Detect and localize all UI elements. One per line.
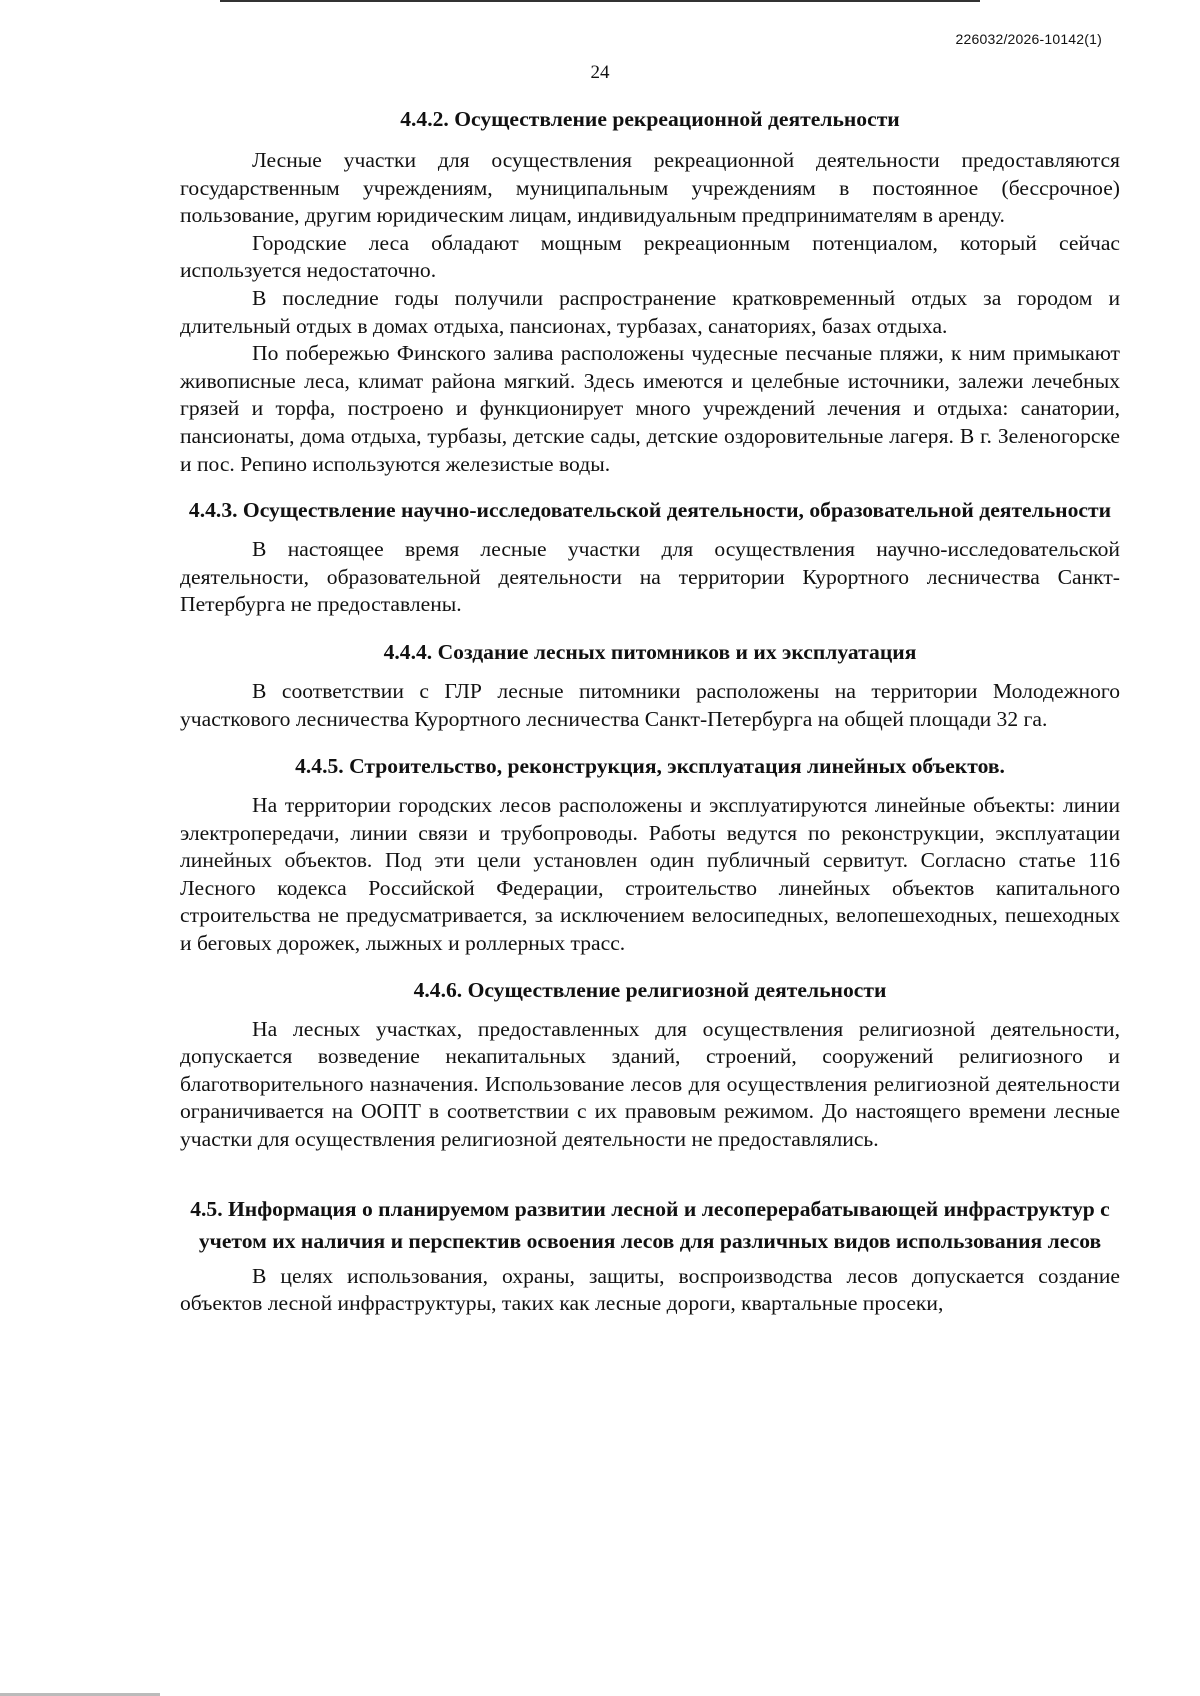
page-number: 24 (590, 62, 610, 83)
section-heading: 4.4.4. Создание лесных питомников и их эксплуатация (383, 639, 917, 664)
paragraph: На лесных участках, предоставленных для осуществления религиозной деятельности, допускается возведение некапитальных зданий, строений, сооружений религиозного и благотворительного назначения. Использование лесов для осуществления религиозной деятельности ограничивается на ООПТ в соответствии с их правовым режимом. До настоящего времени лесные участки для осуществления религиозной деятельности не предоставлялись. (180, 1016, 1120, 1152)
section-heading: 4.5. Информация о планируемом развитии лесной и лесоперерабатывающей инфраструктур с учетом их наличия и перспектив освоения лесов для различных видов использования лесов (190, 1196, 1110, 1253)
paragraph: В соответствии с ГЛР лесные питомники расположены на территории Молодежного участкового лесничества Курортного лесничества Санкт-Петербурга на общей площади 32 га. (180, 678, 1120, 731)
section-4-5 (180, 1193, 1120, 1318)
section-4-4-5 (180, 751, 1120, 958)
document-id: 226032/2026-10142(1) (955, 31, 1102, 47)
paragraph: Лесные участки для осуществления рекреационной деятельности предоставляются государственным учреждениям, муниципальным учреждениям в постоянное (бессрочное) пользование, другим юридическим лицам, индивидуальным предпринимателям в аренду. (180, 148, 1120, 228)
paragraph: На территории городских лесов расположены и эксплуатируются линейные объекты: линии электропередачи, линии связи и трубопроводы. Работы ведутся по реконструкции, эксплуатации линейных объектов. Под эти цели установлен один публичный сервитут. Согласно статье 116 Лесного кодекса Российской Федерации, строительство линейных объектов капитального строительства не предусматривается, за исключением велосипедных, велопешеходных, пешеходных и беговых дорожек, лыжных и роллерных трасс. (180, 793, 1120, 956)
section-4-4-2 (180, 104, 1120, 478)
section-heading: 4.4.3. Осуществление научно-исследовательской деятельности, образовательной деятельности (188, 498, 1112, 523)
section-heading: 4.4.5. Строительство, реконструкция, эксплуатация линейных объектов. (295, 754, 1005, 779)
section-4-4-3 (180, 495, 1120, 619)
section-4-4-4 (180, 637, 1120, 733)
paragraph: В последние годы получили распространение кратковременный отдых за городом и длительный отдых в домах отдыха, пансионах, турбазах, санаториях, базах отдыха. (180, 285, 1120, 338)
document-body (180, 104, 1120, 1318)
paragraph: В настоящее время лесные участки для осуществления научно-исследовательской деятельности, образовательной деятельности на территории Курортного лесничества Санкт-Петербурга не предоставлены. (180, 537, 1120, 617)
section-heading: 4.4.6. Осуществление религиозной деятельности (413, 977, 887, 1002)
paragraph: По побережью Финского залива расположены чудесные песчаные пляжи, к ним примыкают живописные леса, климат района мягкий. Здесь имеются и целебные источники, залежи лечебных грязей и торфа, построено и функционирует много учреждений лечения и отдыха: санатории, пансионаты, дома отдыха, турбазы, детские сады, детские оздоровительные лагеря. В г. Зеленогорске и пос. Репино используются железистые воды. (180, 341, 1120, 476)
section-heading: 4.4.2. Осуществление рекреационной деятельности (400, 107, 900, 131)
section-4-4-6 (180, 975, 1120, 1154)
top-scan-rule (220, 0, 980, 2)
paragraph: В целях использования, охраны, защиты, воспроизводства лесов допускается создание объектов лесной инфраструктуры, таких как лесные дороги, квартальные просеки, (180, 1263, 1120, 1316)
paragraph: Городские леса обладают мощным рекреационным потенциалом, который сейчас используется недостаточно. (180, 230, 1120, 283)
